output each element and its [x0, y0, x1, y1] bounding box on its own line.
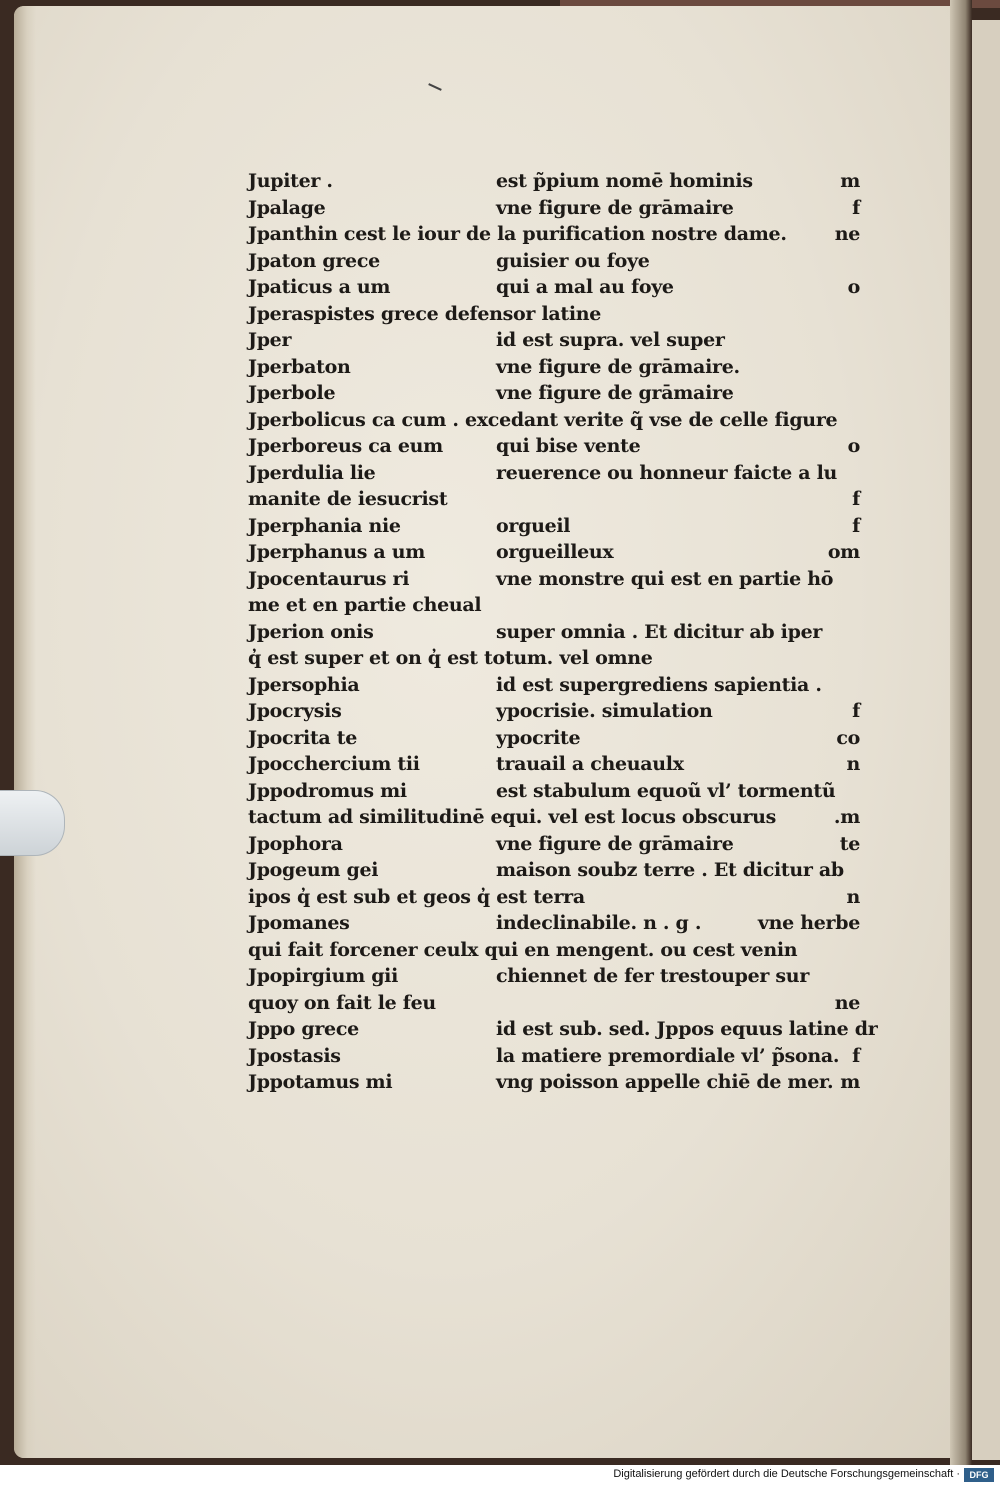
entry-gender-mark: m: [840, 1071, 860, 1093]
dictionary-entry: [248, 727, 860, 754]
entry-headword: Jperion onis: [248, 620, 374, 643]
entry-gender-mark: o: [847, 276, 860, 298]
entry-headword: Jpaticus a um: [248, 276, 391, 298]
dictionary-entry: [248, 435, 860, 462]
entry-gender-mark: te: [839, 832, 860, 855]
entry-headword: Jpaton grece: [248, 249, 380, 272]
dictionary-entry: [248, 674, 860, 701]
entry-definition: est p̃pium nomē hominis: [496, 170, 753, 192]
entry-gender-mark: f: [852, 196, 860, 219]
entry-definition: guisier ou foye: [496, 249, 650, 272]
entry-gender-mark: co: [836, 726, 860, 749]
dictionary-entry: [248, 912, 860, 939]
entry-headword: Jperbole: [248, 382, 336, 404]
page-edge: [14, 6, 36, 1458]
entry-gender-mark: vne herbe: [757, 912, 860, 934]
entry-headword: Jperphanus a um: [248, 541, 426, 563]
entry-definition: maison soubz terre . Et dicitur ab: [496, 859, 844, 881]
dictionary-entry: [248, 859, 860, 886]
entry-definition: ypocrisie. simulation: [496, 700, 713, 722]
entry-headword: Jperbolicus ca cum . excedant verite q̃ vse de celle figure: [248, 408, 838, 431]
entry-headword: Jpocentaurus ri: [248, 567, 410, 590]
entry-headword: Jppo grece: [248, 1018, 359, 1040]
dictionary-entry: [248, 647, 860, 674]
book-gutter: [950, 0, 972, 1465]
entry-definition: vng poisson appelle chiē de mer.: [496, 1071, 834, 1093]
dictionary-entry: [248, 992, 860, 1019]
dictionary-entry: [248, 1018, 878, 1045]
dictionary-entry: [248, 250, 860, 277]
entry-headword: Jpopirgium gii: [248, 965, 399, 987]
dictionary-entry: [248, 1045, 860, 1072]
entry-headword: Jperbaton: [248, 355, 351, 378]
entry-definition: reuerence ou honneur faicte a lu: [496, 461, 838, 484]
entry-gender-mark: ne: [834, 223, 860, 245]
facing-page-edge: [972, 20, 1000, 1460]
dictionary-entry: [248, 409, 860, 436]
dictionary-entry: [248, 753, 860, 780]
entry-headword: tactum ad similitudinē equi. vel est locus obscurus: [248, 806, 777, 828]
dictionary-entry: [248, 197, 860, 224]
entry-headword: q̓ est super et on q̓ est totum. vel omne: [248, 647, 653, 669]
entry-definition: vne figure de grāmaire: [496, 196, 734, 219]
dictionary-entries: [248, 170, 878, 1098]
funding-credit: Digitalisierung gefördert durch die Deutsche Forschungsgemeinschaft ·: [613, 1468, 960, 1480]
entry-headword: Jper: [248, 329, 292, 351]
entry-headword: Jppodromus mi: [248, 779, 407, 802]
dictionary-entry: [248, 1071, 860, 1098]
entry-headword: Jpogeum gei: [248, 859, 379, 881]
entry-definition: ypocrite: [496, 726, 581, 749]
footer-bar: [0, 1465, 1000, 1485]
dictionary-entry: [248, 462, 860, 489]
dictionary-entry: [248, 276, 860, 303]
dictionary-entry: [248, 939, 860, 966]
entry-gender-mark: m: [840, 170, 860, 192]
entry-gender-mark: .m: [833, 806, 860, 828]
dictionary-entry: [248, 356, 860, 383]
entry-headword: Jpomanes: [248, 912, 350, 934]
entry-gender-mark: n: [846, 885, 860, 908]
dictionary-entry: [248, 382, 860, 409]
entry-definition: orgueil: [496, 514, 571, 537]
entry-gender-mark: f: [852, 488, 860, 510]
entry-gender-mark: n: [846, 753, 860, 775]
entry-headword: manite de iesucrist: [248, 488, 448, 510]
entry-headword: me et en partie cheual: [248, 594, 482, 616]
entry-definition: qui bise vente: [496, 435, 641, 457]
dictionary-entry: [248, 965, 860, 992]
entry-headword: Jupiter .: [248, 170, 333, 192]
entry-headword: Jperphania nie: [248, 514, 401, 537]
entry-definition: orgueilleux: [496, 541, 614, 563]
dictionary-entry: [248, 515, 860, 542]
dictionary-entry: [248, 488, 860, 515]
entry-headword: Jpanthin cest le iour de la purification nostre dame.: [248, 223, 787, 245]
dictionary-entry: [248, 541, 860, 568]
entry-headword: Jpocchercium tii: [248, 753, 420, 775]
dfg-logo: DFG: [964, 1468, 994, 1482]
entry-headword: Jperdulia lie: [248, 461, 376, 484]
entry-headword: qui fait forcener ceulx qui en mengent. ou cest venin: [248, 938, 798, 961]
page-clip: [0, 790, 65, 856]
entry-definition: vne figure de grāmaire.: [496, 355, 740, 378]
entry-definition: vne figure de grāmaire: [496, 832, 734, 855]
entry-gender-mark: f: [852, 1044, 860, 1067]
entry-headword: quoy on fait le feu: [248, 991, 436, 1014]
entry-headword: Jpophora: [248, 832, 343, 855]
dictionary-entry: [248, 223, 860, 250]
entry-headword: Jpocrita te: [248, 726, 358, 749]
entry-headword: Jpostasis: [248, 1044, 341, 1067]
entry-definition: qui a mal au foye: [496, 276, 674, 298]
dictionary-entry: [248, 170, 860, 197]
entry-headword: Jpalage: [248, 196, 326, 219]
dictionary-entry: [248, 780, 860, 807]
entry-gender-mark: ne: [834, 991, 860, 1014]
entry-gender-mark: o: [847, 435, 860, 457]
dictionary-entry: [248, 568, 860, 595]
entry-definition: id est supra. vel super: [496, 329, 725, 351]
entry-definition: la matiere premordiale vl’ p̃sona.: [496, 1044, 840, 1067]
entry-gender-mark: f: [852, 514, 860, 537]
entry-gender-mark: om: [827, 541, 860, 563]
entry-headword: Jpocrysis: [248, 700, 342, 722]
entry-definition: id est sub. sed. Jppos equus latine dr: [496, 1018, 878, 1040]
dictionary-entry: [248, 621, 860, 648]
entry-headword: Jpersophia: [248, 673, 360, 696]
dictionary-entry: [248, 700, 860, 727]
entry-definition: indeclinabile. n . g .: [496, 912, 702, 934]
entry-headword: Jppotamus mi: [248, 1071, 393, 1093]
entry-headword: ipos q̓ est sub et geos q̓ est terra: [248, 885, 585, 908]
entry-definition: trauail a cheuaulx: [496, 753, 684, 775]
entry-headword: Jperboreus ca eum: [248, 435, 443, 457]
entry-gender-mark: f: [852, 700, 860, 722]
entry-definition: est stabulum equoũ vl’ tormentũ: [496, 779, 836, 802]
dictionary-entry: [248, 833, 860, 860]
entry-definition: chiennet de fer trestouper sur: [496, 965, 810, 987]
entry-definition: super omnia . Et dicitur ab iper: [496, 620, 823, 643]
dictionary-entry: [248, 329, 860, 356]
dictionary-entry: [248, 806, 860, 833]
dictionary-entry: [248, 303, 860, 330]
entry-definition: vne monstre qui est en partie hō: [496, 567, 834, 590]
entry-definition: vne figure de grāmaire: [496, 382, 734, 404]
dictionary-entry: [248, 594, 860, 621]
dictionary-entry: [248, 886, 860, 913]
entry-definition: id est supergrediens sapientia .: [496, 673, 822, 696]
entry-headword: Jperaspistes grece defensor latine: [248, 302, 602, 325]
